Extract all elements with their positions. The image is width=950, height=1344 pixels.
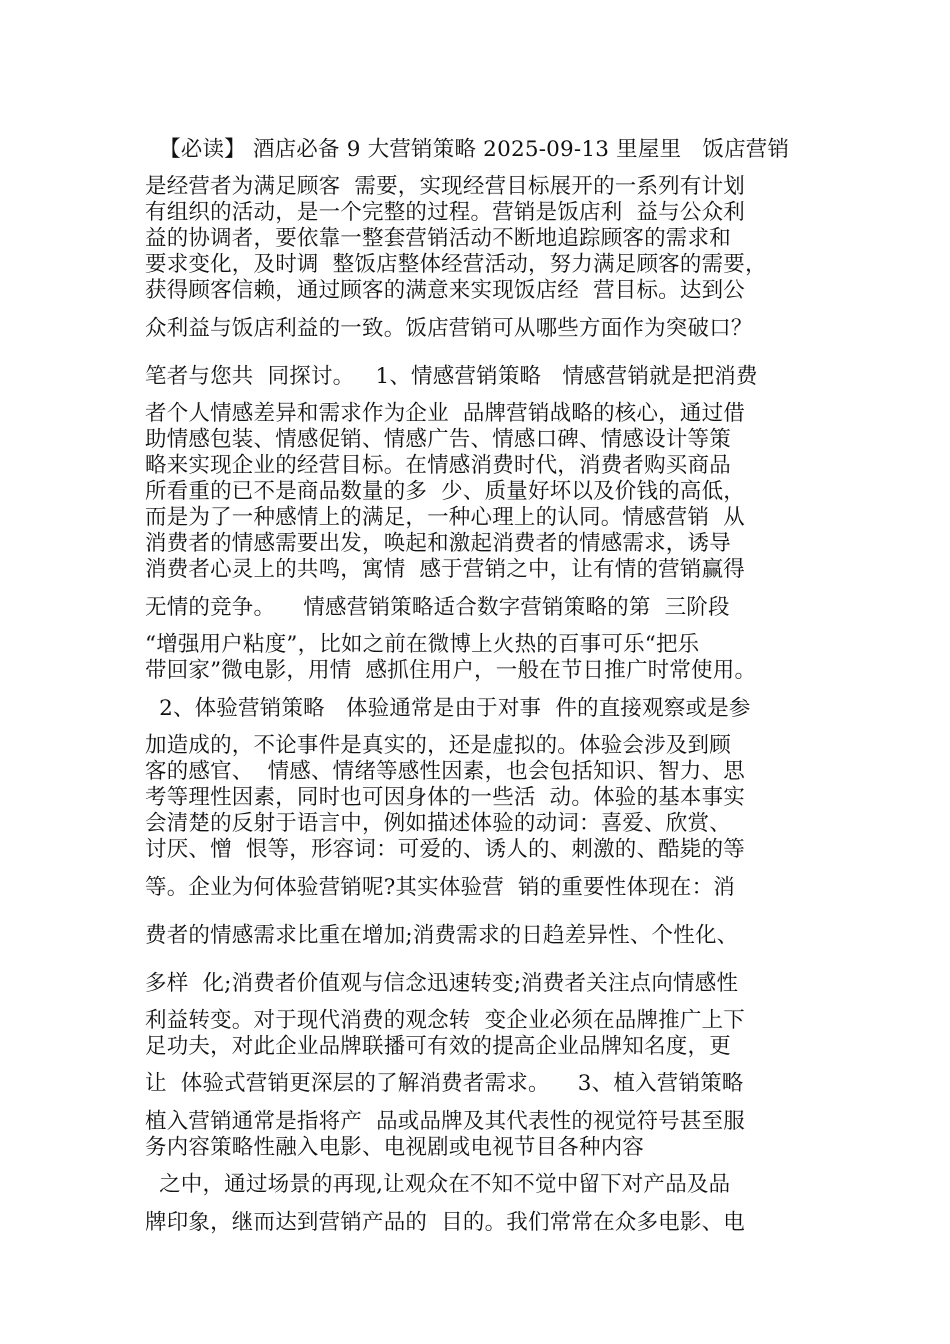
text-line: 之中，通过场景的再现,让观众在不知不觉中留下对产品及品 — [145, 1172, 731, 1197]
text-line: 利益转变。对于现代消费的观念转 变企业必须在品牌推广上下 — [145, 1008, 745, 1033]
text-line: 者个人情感差异和需求作为企业 品牌营销战略的核心，通过借 — [145, 401, 745, 426]
text-line: “增强用户粘度”，比如之前在微博上火热的百事可乐“把乐 — [145, 632, 700, 657]
text-line: 众利益与饭店利益的一致。饭店营销可从哪些方面作为突破口？ — [145, 316, 753, 341]
text-line: 等。企业为何体验营销呢?其实体验营 销的重要性体现在：消 — [145, 875, 735, 900]
text-line: 益的协调者，要依靠一整套营销活动不断地追踪顾客的需求和 — [145, 226, 731, 251]
text-line: 所看重的已不是商品数量的多 少、质量好坏以及价钱的高低， — [145, 479, 745, 504]
text-line: 客的感官、 情感、情绪等感性因素，也会包括知识、智力、思 — [145, 759, 745, 784]
text-line: 足功夫，对此企业品牌联播可有效的提高企业品牌知名度，更 — [145, 1034, 731, 1059]
text-line: 要求变化，及时调 整饭店整体经营活动，努力满足顾客的需要， — [145, 252, 767, 277]
text-line: 考等理性因素，同时也可因身体的一些活 动。体验的基本事实 — [145, 785, 745, 810]
text-line: 让 体验式营销更深层的了解消费者需求。 3、植入营销策略 — [145, 1071, 744, 1096]
text-line: 2、体验营销策略 体验通常是由于对事 件的直接观察或是参 — [145, 696, 751, 721]
text-line: 植入营销通常是指将产 品或品牌及其代表性的视觉符号甚至服 — [145, 1109, 745, 1134]
text-line: 笔者与您共 同探讨。 1、情感营销策略 情感营销就是把消费 — [145, 364, 758, 389]
text-line: 【必读】 酒店必备 9 大营销策略 2025-09-13 里屋里 饭店营销 — [145, 137, 790, 162]
text-line: 加造成的，不论事件是真实的，还是虚拟的。体验会涉及到顾 — [145, 733, 731, 758]
text-line: 助情感包装、情感促销、情感广告、情感口碑、情感设计等策 — [145, 427, 731, 452]
text-line: 有组织的活动，是一个完整的过程。营销是饭店利 益与公众利 — [145, 200, 745, 225]
text-line: 略来实现企业的经营目标。在情感消费时代，消费者购买商品 — [145, 453, 731, 478]
text-line: 务内容策略性融入电影、电视剧或电视节目各种内容 — [145, 1135, 645, 1160]
text-line: 带回家”微电影，用情 感抓住用户，一般在节日推广时常使用。 — [145, 658, 757, 683]
text-line: 消费者的情感需要出发，唤起和激起消费者的情感需求，诱导 — [145, 531, 731, 556]
text-line: 多样 化;消费者价值观与信念迅速转变;消费者关注点向情感性 — [145, 971, 739, 996]
text-line: 会清楚的反射于语言中，例如描述体验的动词：喜爱、欣赏、 — [145, 811, 731, 836]
text-line: 是经营者为满足顾客 需要，实现经营目标展开的一系列有计划 — [145, 174, 745, 199]
text-line: 而是为了一种感情上的满足，一种心理上的认同。情感营销 从 — [145, 505, 745, 530]
text-line: 消费者心灵上的共鸣，寓情 感于营销之中，让有情的营销赢得 — [145, 557, 745, 582]
text-line: 获得顾客信赖，通过顾客的满意来实现饭店经 营目标。达到公 — [145, 278, 745, 303]
text-line: 牌印象，继而达到营销产品的 目的。我们常常在众多电影、电 — [145, 1210, 745, 1235]
text-line: 费者的情感需求比重在增加;消费需求的日趋差异性、个性化、 — [145, 923, 739, 948]
text-line: 无情的竞争。 情感营销策略适合数字营销策略的第 三阶段 — [145, 595, 730, 620]
text-line: 讨厌、憎 恨等，形容词：可爱的、诱人的、刺激的、酷毙的等 — [145, 837, 745, 862]
